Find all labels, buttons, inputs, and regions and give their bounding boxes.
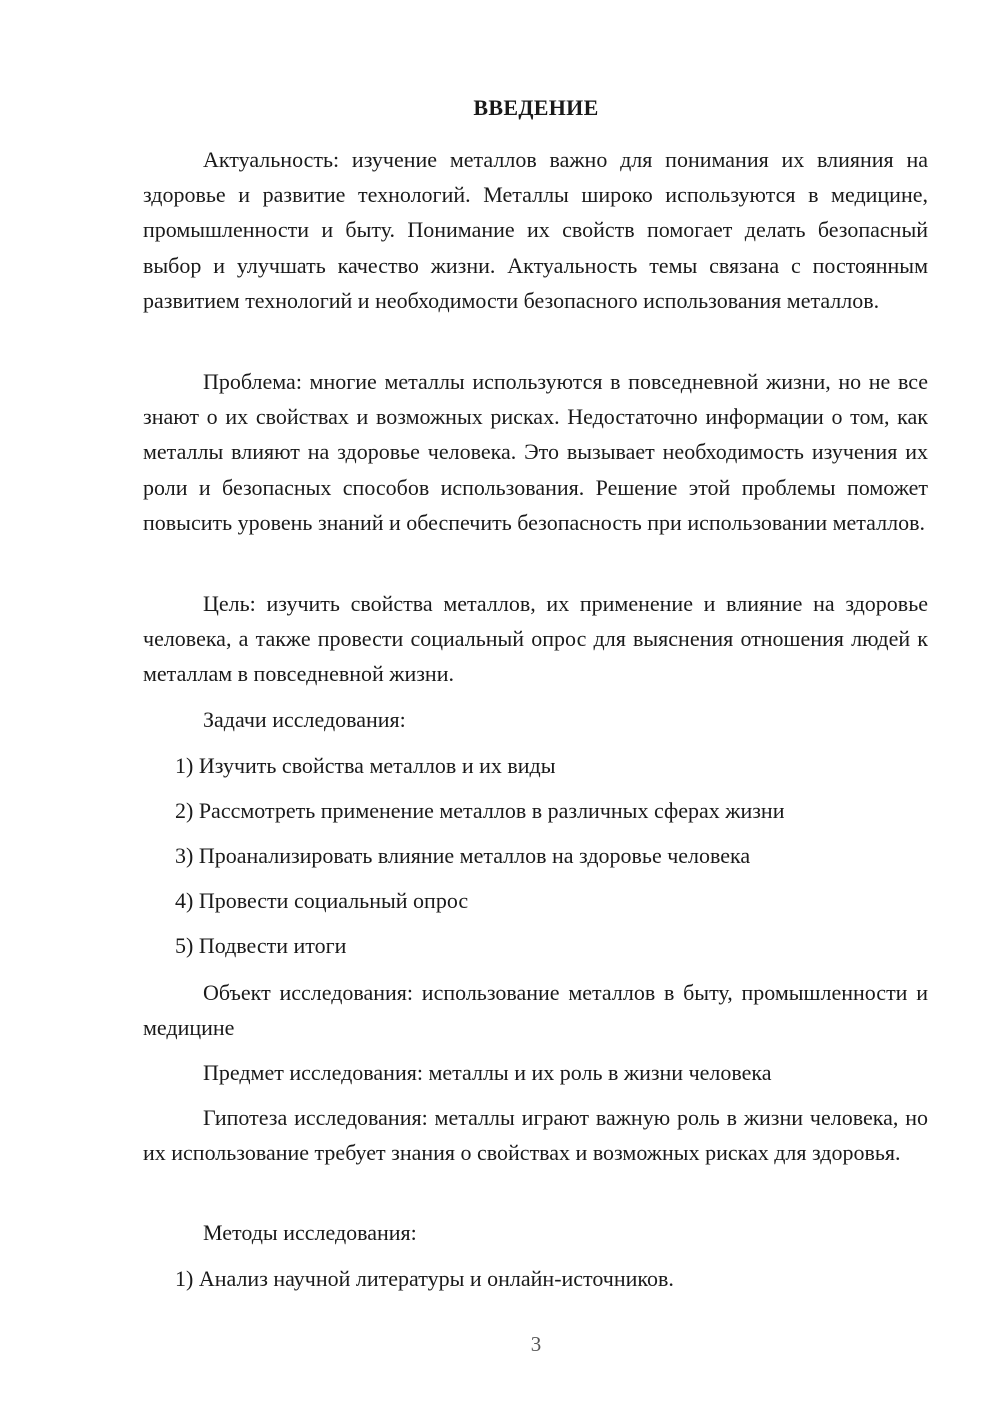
page-title: ВВЕДЕНИЕ bbox=[473, 95, 599, 120]
method-item: 1) Анализ научной литературы и онлайн-источников. bbox=[175, 1266, 674, 1291]
page-number: 3 bbox=[530, 1332, 542, 1356]
subject-line: Предмет исследования: металлы и их роль в жизни человека bbox=[203, 1060, 772, 1085]
paragraph-object: Объект исследования: использование металлов в быту, промышленности и медицине bbox=[143, 980, 928, 1041]
task-item: 2) Рассмотреть применение металлов в различных сферах жизни bbox=[175, 798, 785, 823]
paragraph-goal: Цель: изучить свойства металлов, их применение и влияние на здоровье человека, а также провести социальный опрос для выяснения отношения людей к металлам в повседневной жизни. bbox=[143, 591, 928, 687]
paragraph-relevance: Актуальность: изучение металлов важно для понимания их влияния на здоровье и развитие технологий. Металлы широко используются в медицине, промышленности и быту. Понимание их свойств помогает делать безопасный выбор и улучшать качество жизни. Актуальность темы связана с постоянным развитием технологий и необходимости безопасного использования металлов. bbox=[143, 147, 928, 313]
methods-heading: Методы исследования: bbox=[203, 1220, 417, 1245]
task-item: 4) Провести социальный опрос bbox=[175, 888, 469, 913]
paragraph-hypothesis: Гипотеза исследования: металлы играют важную роль в жизни человека, но их использование требует знания о свойствах и возможных рисках для здоровья. bbox=[143, 1105, 928, 1166]
task-item: 5) Подвести итоги bbox=[175, 933, 347, 958]
task-item: 3) Проанализировать влияние металлов на здоровье человека bbox=[175, 843, 751, 868]
tasks-heading: Задачи исследования: bbox=[203, 707, 406, 732]
paragraph-problem: Проблема: многие металлы используются в повседневной жизни, но не все знают о их свойствах и возможных рисках. Недостаточно информации о том, как металлы влияют на здоровье человека. Это вызывает необходимость изучения их роли и безопасных способов использования. Решение этой проблемы поможет повысить уровень знаний и обеспечить безопасность при использовании металлов. bbox=[143, 369, 928, 535]
task-item: 1) Изучить свойства металлов и их виды bbox=[175, 753, 556, 778]
